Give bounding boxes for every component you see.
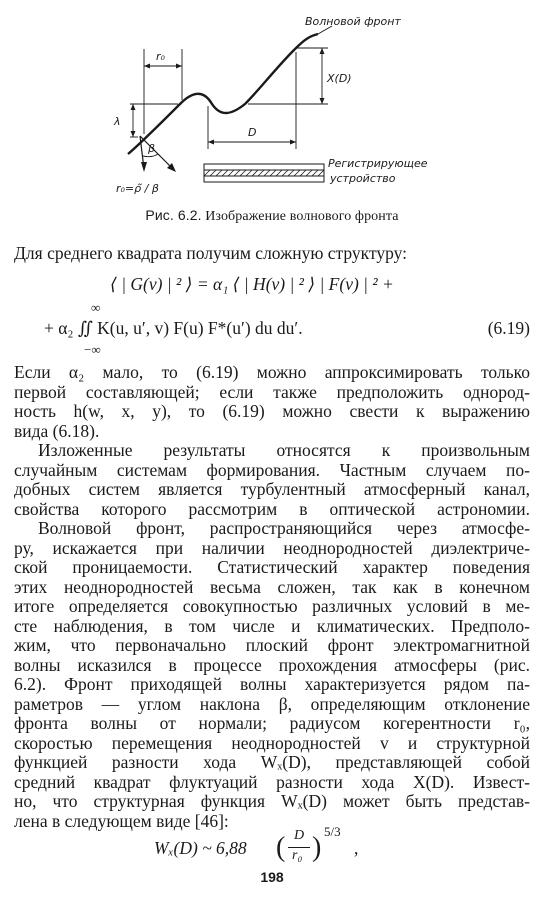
equation-6-19-body: + α₂ ∬ K(u, u′, v) F(u) F*(u′) du du′.: [44, 318, 303, 338]
intro-line: [14, 244, 530, 264]
structure-function-equation: Wₓ(D) ~ 6,88 ( D r₀ ) 5/3 ,: [154, 824, 359, 863]
wavefront-diagram: [100, 4, 430, 204]
equation-6-19-line2: [14, 302, 530, 358]
equation-exponent: 5/3: [324, 824, 341, 839]
page-number: 198: [260, 869, 284, 885]
fraction-denominator: r₀: [292, 848, 303, 863]
device-label-1: Регистрирующее: [328, 157, 428, 170]
wavefront-label: Волновой фронт: [305, 15, 401, 28]
lambda-label: λ: [114, 115, 121, 128]
equation-number: (6.19): [487, 318, 530, 338]
paragraph-3: Волновой фронт, распространяющийся через атмосфе- ру, искажается при наличии неоднородностей диэлектриче- ской проницаемости. Статистический характер поведения этих неоднородностей весьма сложен, так как в конечном итоге определяется совокупностью различных условий в ме- сте наблюдения, в том числе и климатических. Предполо- жим, что первоначально плоский фронт электромагнитной волны исказился в процессе прохождения атмосферы (рис. 6.2). Фронт приходящей волны характеризуется рядом па- раметров — углом наклона β, определяющим отклонение фронта волны от нормали; радиусом когерентности r₀, скоростью перемещения неоднородностей v и структурной функцией разности хода Wₓ(D), представляющей собой средний квадрат флуктуаций разности хода X(D). Извест- но, что структурная функция Wₓ(D) может быть представ- лена в следующем виде [46]:: [14, 518, 530, 831]
paragraph-1: Если α₂ мало, то (6.19) можно аппроксимировать только первой составляющей; если также предположить однород- ность h(w, x, y), то (6.19) можно свести к выражению вида (6.18).: [14, 362, 530, 441]
equation-tail: ,: [354, 838, 359, 858]
device-label-2: устройство: [330, 172, 396, 185]
equation-lhs: Wₓ(D) ~ 6,88: [154, 838, 247, 858]
intro-text: Для среднего квадрата получим сложную структуру:: [14, 243, 408, 263]
relation-label: r₀=ρ̃ / β: [116, 182, 159, 195]
caption-text: Изображение волнового фронта: [205, 209, 399, 224]
recording-device: [204, 164, 324, 182]
paragraph-2: Изложенные результаты относятся к произвольным случайным системам формирования. Частным случаем по- добных систем является турбулентный атмосферный канал, свойства которого рассмотрим в оптической астрономии.: [14, 440, 530, 519]
integral-lower-limit: −∞: [84, 342, 101, 357]
figure-caption: [0, 207, 544, 225]
r0-label: r₀: [156, 50, 165, 63]
caption-label: Рис. 6.2.: [145, 207, 202, 223]
d-label: D: [248, 126, 257, 139]
beta-label: β: [148, 142, 156, 155]
integral-upper-limit: ∞: [91, 300, 101, 315]
xd-label: X(D): [327, 72, 352, 85]
fraction-numerator: D: [294, 828, 305, 843]
wavefront-figure: [100, 4, 430, 204]
equation-6-19-line1: ⟨ | G(v) | ² ⟩ = α₁ ⟨ | H(v) | ² ⟩ | F(v) | ² +: [110, 274, 394, 294]
